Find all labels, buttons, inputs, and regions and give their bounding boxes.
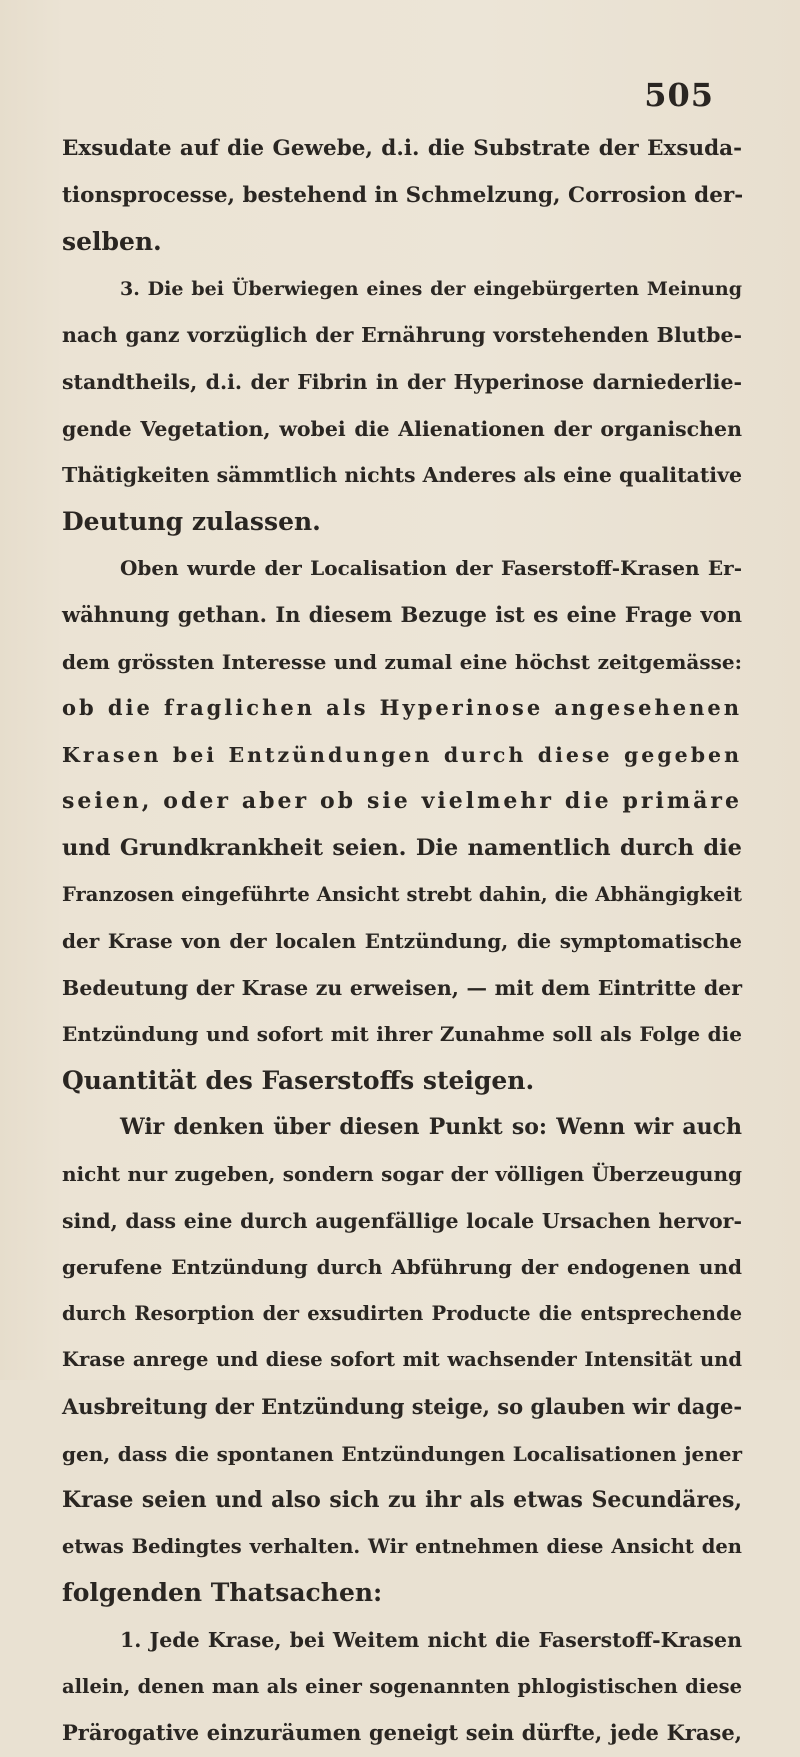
text-line: tionsprocesse, bestehend in Schmelzung, Corrosion der- <box>62 182 744 208</box>
text-line: folgenden Thatsachen: <box>62 1578 383 1608</box>
text-line: und Grundkrankheit seien. Die namentlich durch die <box>62 834 742 861</box>
text-line: Exsudate auf die Gewebe, d.i. die Substrate der Exsuda- <box>62 136 742 161</box>
text-line: gerufene Entzündung durch Abführung der endogenen und <box>62 1255 742 1280</box>
text-line: standtheils, d.i. der Fibrin in der Hyperinose darniederlie- <box>62 369 742 394</box>
text-line: Krase anrege und diese sofort mit wachsender Intensität und <box>62 1348 742 1372</box>
text-line: nicht nur zugeben, sondern sogar der völligen Überzeugung <box>62 1162 742 1187</box>
text-line: Oben wurde der Localisation der Faserstoff-Krasen Er- <box>120 556 742 581</box>
text-line: dem grössten Interesse und zumal eine höchst zeitgemässe: <box>62 649 742 674</box>
text-line: ob die fraglichen als Hyperinose angesehenen <box>62 695 742 721</box>
text-line: Franzosen eingeführte Ansicht strebt dahin, die Abhängigkeit <box>62 882 742 906</box>
text-line: durch Resorption der exsudirten Producte die entsprechende <box>62 1301 742 1325</box>
text-line: Entzündung und sofort mit ihrer Zunahme soll als Folge die <box>62 1022 742 1047</box>
text-line: 1. Jede Krase, bei Weitem nicht die Faserstoff-Krasen <box>120 1628 742 1652</box>
text-line: gende Vegetation, wobei die Alienationen der organischen <box>62 416 742 441</box>
text-line: nach ganz vorzüglich der Ernährung vorstehenden Blutbe- <box>62 323 742 348</box>
text-line: Thätigkeiten sämmtlich nichts Anderes als eine qualitative <box>62 463 743 488</box>
text-line: Prärogative einzuräumen geneigt sein dürfte, jede Krase, <box>62 1720 742 1746</box>
text-line: gen, dass die spontanen Entzündungen Localisationen jener <box>62 1441 742 1466</box>
text-line: Krase seien und also sich zu ihr als etwas Secundäres, <box>62 1487 742 1514</box>
text-line: Krasen bei Entzündungen durch diese gegeben <box>62 742 742 767</box>
text-line: sind, dass eine durch augenfällige locale Ursachen hervor- <box>62 1208 742 1233</box>
text-line: selben. <box>62 227 162 257</box>
text-line: Ausbreitung der Entzündung steige, so glauben wir dage- <box>62 1394 743 1420</box>
text-line: Quantität des Faserstoffs steigen. <box>62 1065 535 1095</box>
text-line: allein, denen man als einer sogenannten phlogistischen diese <box>62 1674 742 1698</box>
text-line: etwas Bedingtes verhalten. Wir entnehmen diese Ansicht den <box>62 1534 742 1558</box>
page-number: 505 <box>644 76 714 114</box>
text-line: 3. Die bei Überwiegen eines der eingebürgerten Meinung <box>120 277 742 300</box>
text-line: seien, oder aber ob sie vielmehr die primäre <box>62 788 742 815</box>
text-line: Deutung zulassen. <box>62 506 321 536</box>
text-line: wähnung gethan. In diesem Bezuge ist es eine Frage von <box>62 601 742 627</box>
text-line: Bedeutung der Krase zu erweisen, — mit dem Eintritte der <box>62 975 742 1000</box>
text-line: Wir denken über diesen Punkt so: Wenn wir auch <box>120 1114 742 1141</box>
body-text <box>62 126 742 1757</box>
text-line: der Krase von der localen Entzündung, die symptomatische <box>62 929 742 954</box>
